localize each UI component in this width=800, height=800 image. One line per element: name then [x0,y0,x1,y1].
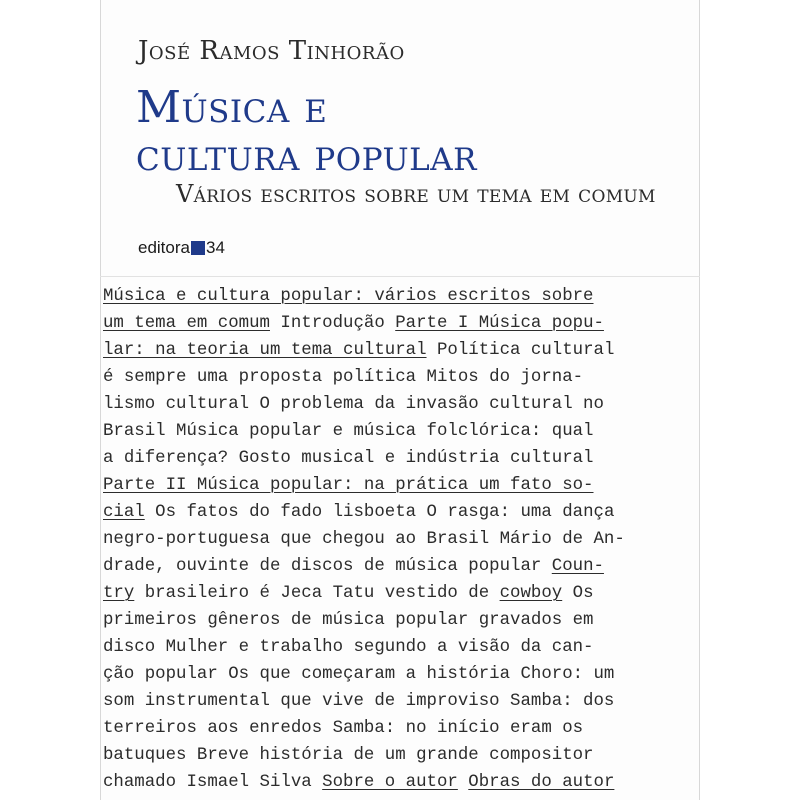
toc-section-heading: Obras do autor [468,773,615,792]
toc-line [103,634,697,661]
toc-entry-text: som instrumental que vive de improviso Samba: dos [103,692,615,711]
toc-section-heading: try [103,584,135,603]
toc-line [103,769,697,796]
publisher-name: editora [138,238,190,257]
publisher-number: 34 [205,238,225,257]
toc-entry-text: terreiros aos enredos Samba: no início eram os [103,719,584,738]
toc-section-heading: Música e cultura popular: vários escritos sobre [103,287,594,306]
toc-entry-text: negro-portuguesa que chegou ao Brasil Mário de An- [103,530,625,549]
title-line-1: Música e [136,82,328,133]
toc-section-heading: um tema em comum [103,314,270,333]
table-of-contents [103,283,697,796]
divider [100,276,700,277]
toc-entry-text: ção popular Os que começaram a história Choro: um [103,665,615,684]
toc-section-heading: cowboy [499,584,563,603]
publisher-square-icon [191,241,205,255]
toc-line [103,742,697,769]
toc-entry-text: a diferença? Gosto musical e indústria cultural [103,449,594,468]
toc-line [103,499,697,526]
toc-line [103,418,697,445]
toc-line [103,310,697,337]
toc-line [103,445,697,472]
toc-entry-text: Política cultural [426,341,615,360]
toc-entry-text: batuques Breve história de um grande compositor [103,746,594,765]
toc-entry-text [458,773,468,792]
toc-section-heading: Sobre o autor [322,773,458,792]
book-title [136,84,477,180]
toc-line [103,553,697,580]
title-line-2: cultura popular [136,130,477,181]
toc-entry-text: brasileiro é Jeca Tatu vestido de [134,584,500,603]
toc-entry-text: lismo cultural O problema da invasão cultural no [103,395,604,414]
toc-line [103,715,697,742]
toc-line [103,661,697,688]
toc-line [103,688,697,715]
toc-line [103,580,697,607]
toc-section-heading: Parte II Música popular: na prática um fato so- [103,476,594,495]
toc-entry-text: é sempre uma proposta política Mitos do jorna- [103,368,584,387]
toc-line [103,472,697,499]
toc-entry-text: chamado Ismael Silva [103,773,323,792]
toc-line [103,283,697,310]
toc-entry-text: Os fatos do fado lisboeta O rasga: uma dança [144,503,615,522]
toc-line [103,391,697,418]
toc-section-heading: Parte I Música popu- [395,314,604,333]
toc-line [103,607,697,634]
toc-entry-text: primeiros gêneros de música popular gravados em [103,611,594,630]
toc-section-heading: Coun- [551,557,604,576]
toc-entry-text: Introdução [269,314,396,333]
toc-entry-text: drade, ouvinte de discos de música popular [103,557,552,576]
toc-section-heading: cial [103,503,145,522]
author-name: José Ramos Tinhorão [138,36,405,66]
toc-entry-text: Os [562,584,594,603]
book-subtitle: Vários escritos sobre um tema em comum [176,180,656,208]
publisher-logo [138,238,225,258]
toc-entry-text: Brasil Música popular e música folclórica: qual [103,422,594,441]
toc-line [103,526,697,553]
toc-section-heading: lar: na teoria um tema cultural [103,341,427,360]
toc-line [103,337,697,364]
toc-line [103,364,697,391]
toc-entry-text: disco Mulher e trabalho segundo a visão da can- [103,638,594,657]
